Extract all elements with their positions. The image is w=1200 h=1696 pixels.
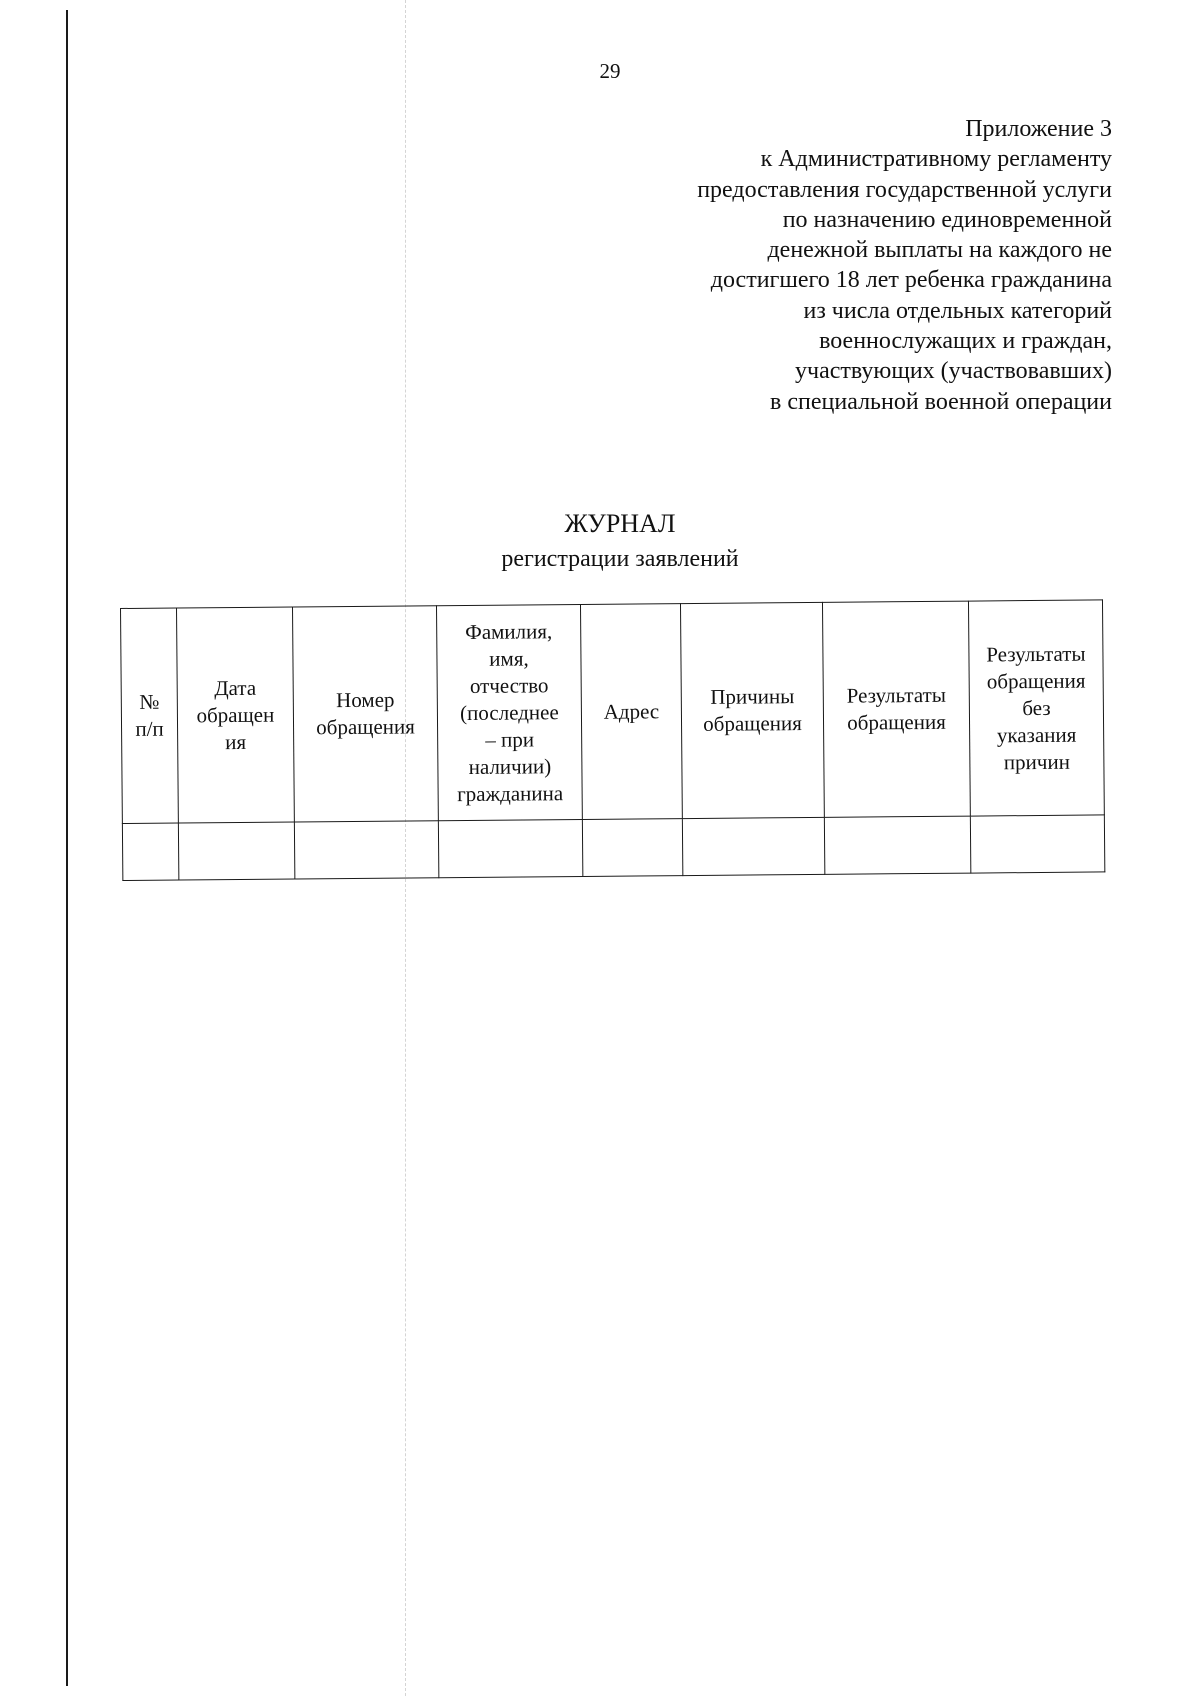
header-request-number: Номер обращения	[292, 606, 438, 822]
appendix-line: участвующих (участвовавших)	[795, 358, 1112, 385]
table-cell	[294, 821, 438, 879]
binding-edge-line	[66, 10, 68, 1686]
appendix-line: достигшего 18 лет ребенка гражданина	[710, 267, 1112, 294]
header-results: Результаты обращения	[822, 601, 970, 817]
table-cell	[970, 815, 1104, 873]
header-date: Дата обращен ия	[177, 607, 295, 823]
appendix-line: военнослужащих и граждан,	[819, 328, 1112, 355]
table-cell	[438, 819, 582, 877]
appendix-line: предоставления государственной услуги	[697, 176, 1112, 203]
table-row	[122, 815, 1104, 881]
header-address: Адрес	[580, 604, 682, 820]
table-cell	[122, 823, 178, 880]
appendix-line: из числа отдельных категорий	[803, 297, 1112, 324]
header-results-without-reasons: Результаты обращения без указания причин	[968, 600, 1104, 816]
appendix-line: Приложение 3	[965, 116, 1112, 142]
page-number: 29	[599, 59, 621, 83]
document-subtitle: регистрации заявлений	[501, 546, 739, 572]
table-cell	[682, 817, 824, 875]
appendix-block	[552, 114, 1112, 417]
table-cell	[582, 819, 682, 877]
header-full-name: Фамилия, имя, отчество (последнее – при наличии) гражданина	[436, 604, 582, 820]
table-header-row	[121, 600, 1105, 824]
header-reasons: Причины обращения	[680, 602, 824, 818]
table-cell	[178, 822, 294, 880]
document-title: ЖУРНАЛ	[564, 509, 676, 538]
header-number: № п/п	[121, 608, 179, 823]
appendix-line: в специальной военной операции	[770, 388, 1112, 415]
appendix-line: по назначению единовременной	[782, 206, 1112, 233]
table-cell	[824, 816, 970, 874]
appendix-line: денежной выплаты на каждого не	[767, 237, 1112, 264]
appendix-line: к Административному регламенту	[760, 146, 1112, 173]
journal-table	[120, 599, 1105, 881]
